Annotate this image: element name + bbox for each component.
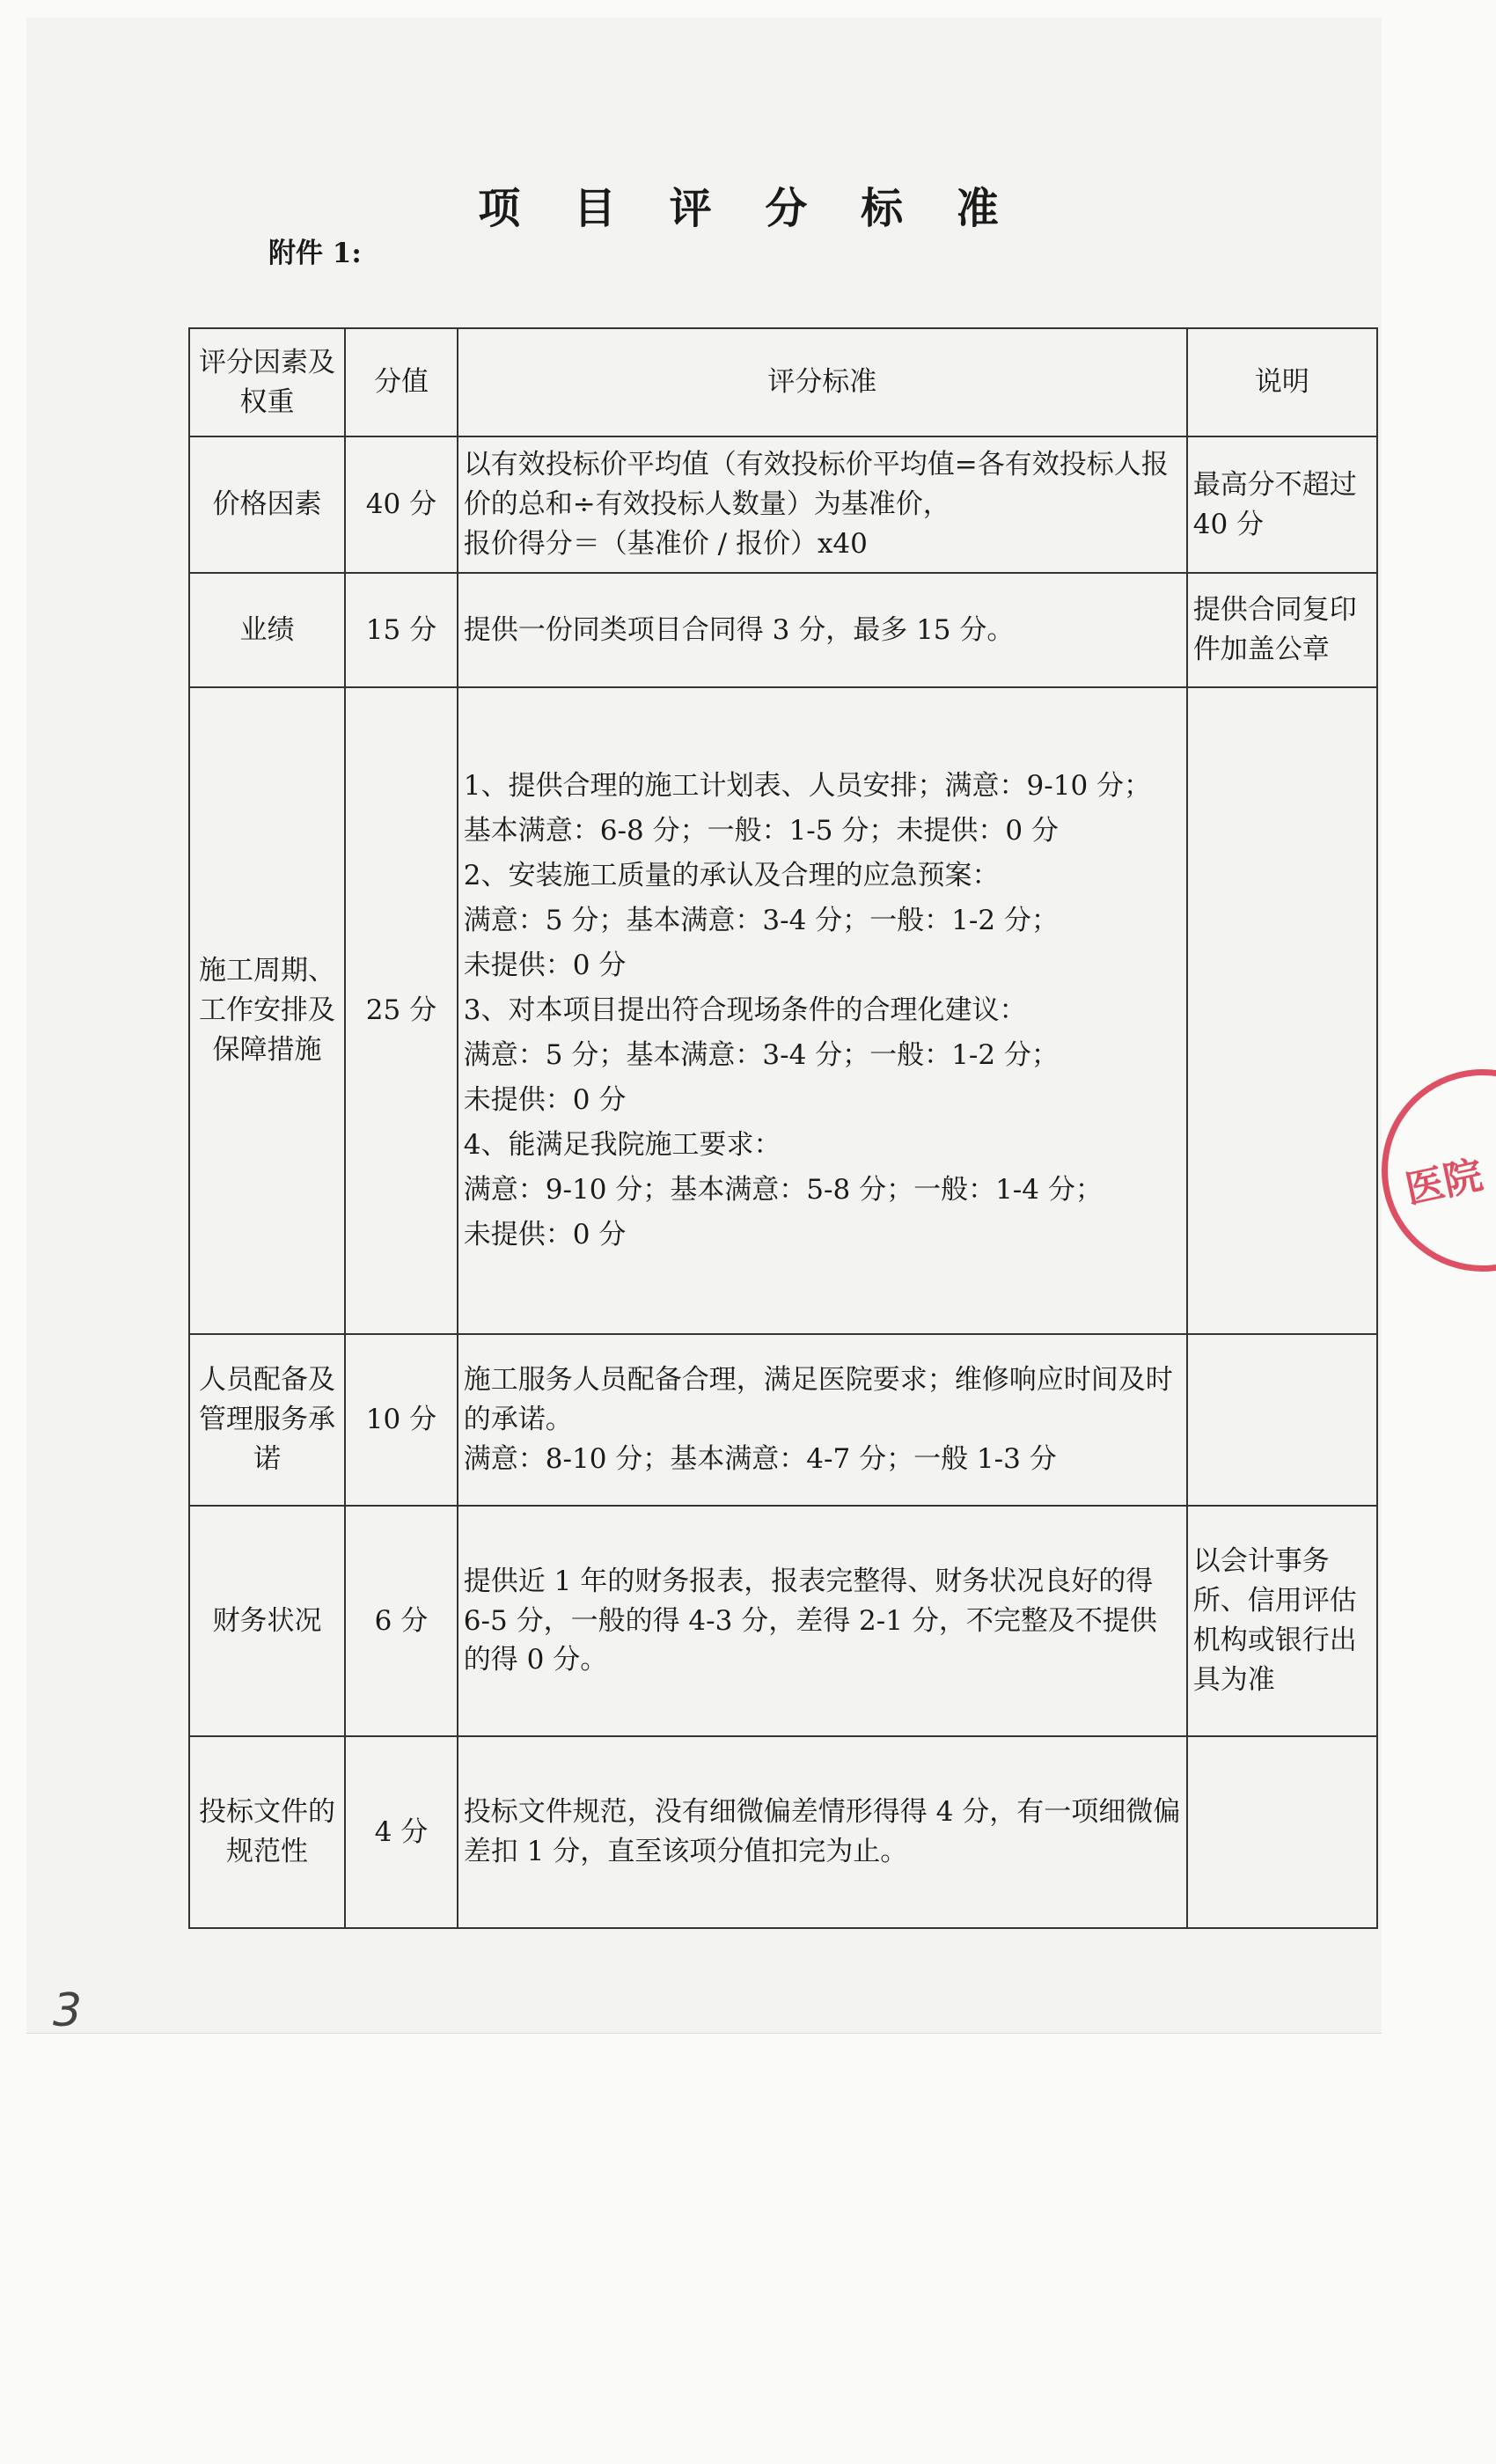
scoring-table	[188, 327, 1378, 1929]
criteria-line: 1、提供合理的施工计划表、人员安排；满意：9-10 分；	[463, 770, 1152, 803]
table-row	[189, 573, 1377, 687]
criteria-line: 投标文件规范，没有细微偏差情形得得 4 分，有一项细微偏差扣 1 分，直至该项分值扣完为止。	[463, 1796, 1181, 1867]
criteria-line: 满意：5 分；基本满意：3-4 分；一般：1-2 分；	[463, 1038, 1059, 1071]
criteria-line: 提供一份同类项目合同得 3 分，最多 15 分。	[463, 613, 1015, 646]
row-score: 4 分	[345, 1736, 458, 1928]
table-row	[189, 687, 1377, 1334]
criteria-line: 施工服务人员配备合理，满足医院要求；维修响应时间及时的承诺。	[463, 1364, 1173, 1436]
row-criteria	[458, 436, 1187, 573]
criteria-line: 2、安装施工质量的承认及合理的应急预案：	[463, 860, 1000, 892]
criteria-line: 以有效投标价平均值（有效投标价平均值=各有效投标人报价的总和÷有效投标人数量）为基准价，	[463, 449, 1169, 521]
table-row	[189, 1736, 1377, 1928]
criteria-line: 未提供：0 分	[463, 950, 627, 982]
criteria-line: 报价得分＝（基准价 / 报价）x40	[463, 527, 868, 560]
table-row	[189, 436, 1377, 573]
row-score: 40 分	[345, 436, 458, 573]
row-criteria	[458, 1506, 1187, 1736]
attachment-label: 附件 1:	[268, 238, 362, 269]
row-factor: 人员配备及管理服务承诺	[189, 1334, 345, 1506]
criteria-line: 4、能满足我院施工要求：	[463, 1128, 781, 1161]
table-row	[189, 1506, 1377, 1736]
row-note: 以会计事务所、信用评估机构或银行出具为准	[1187, 1506, 1377, 1736]
row-note: 提供合同复印件加盖公章	[1187, 573, 1377, 687]
criteria-line: 提供近 1 年的财务报表，报表完整得、财务状况良好的得 6-5 分，一般的得 4-3 分，差得 2-1 分，不完整及不提供的得 0 分。	[463, 1565, 1157, 1676]
header-note: 说明	[1187, 328, 1377, 436]
criteria-line: 未提供：0 分	[463, 1083, 627, 1116]
header-criteria: 评分标准	[458, 328, 1187, 436]
row-score: 25 分	[345, 687, 458, 1334]
header-score: 分值	[345, 328, 458, 436]
row-criteria	[458, 1334, 1187, 1506]
header-factor: 评分因素及权重	[189, 328, 345, 436]
row-criteria	[458, 573, 1187, 687]
row-note	[1187, 687, 1377, 1334]
criteria-line: 满意：9-10 分；基本满意：5-8 分；一般：1-4 分；	[463, 1173, 1103, 1206]
row-note: 最高分不超过 40 分	[1187, 436, 1377, 573]
stamp-text: 医院	[1401, 1152, 1487, 1214]
row-factor: 业绩	[189, 573, 345, 687]
red-seal-stamp	[1363, 1051, 1496, 1291]
row-note	[1187, 1334, 1377, 1506]
row-note	[1187, 1736, 1377, 1928]
table-header-row	[189, 328, 1377, 436]
row-criteria	[458, 687, 1187, 1334]
page-number: 3	[53, 1984, 83, 2037]
row-score: 15 分	[345, 573, 458, 687]
criteria-line: 3、对本项目提出符合现场条件的合理化建议：	[463, 994, 1027, 1027]
scan-edge	[26, 2033, 1382, 2034]
criteria-line: 未提供：0 分	[463, 1218, 627, 1250]
criteria-line: 满意：8-10 分；基本满意：4-7 分；一般 1-3 分	[463, 1442, 1057, 1475]
row-factor: 投标文件的规范性	[189, 1736, 345, 1928]
row-score: 6 分	[345, 1506, 458, 1736]
row-score: 10 分	[345, 1334, 458, 1506]
criteria-line: 基本满意：6-8 分；一般：1-5 分；未提供：0 分	[463, 815, 1059, 847]
row-criteria	[458, 1736, 1187, 1928]
row-factor: 施工周期、工作安排及保障措施	[189, 687, 345, 1334]
row-factor: 财务状况	[189, 1506, 345, 1736]
table-row	[189, 1334, 1377, 1506]
document-title: 项 目 评 分 标 准	[478, 184, 1018, 233]
criteria-line: 满意：5 分；基本满意：3-4 分；一般：1-2 分；	[463, 905, 1059, 937]
row-factor: 价格因素	[189, 436, 345, 573]
